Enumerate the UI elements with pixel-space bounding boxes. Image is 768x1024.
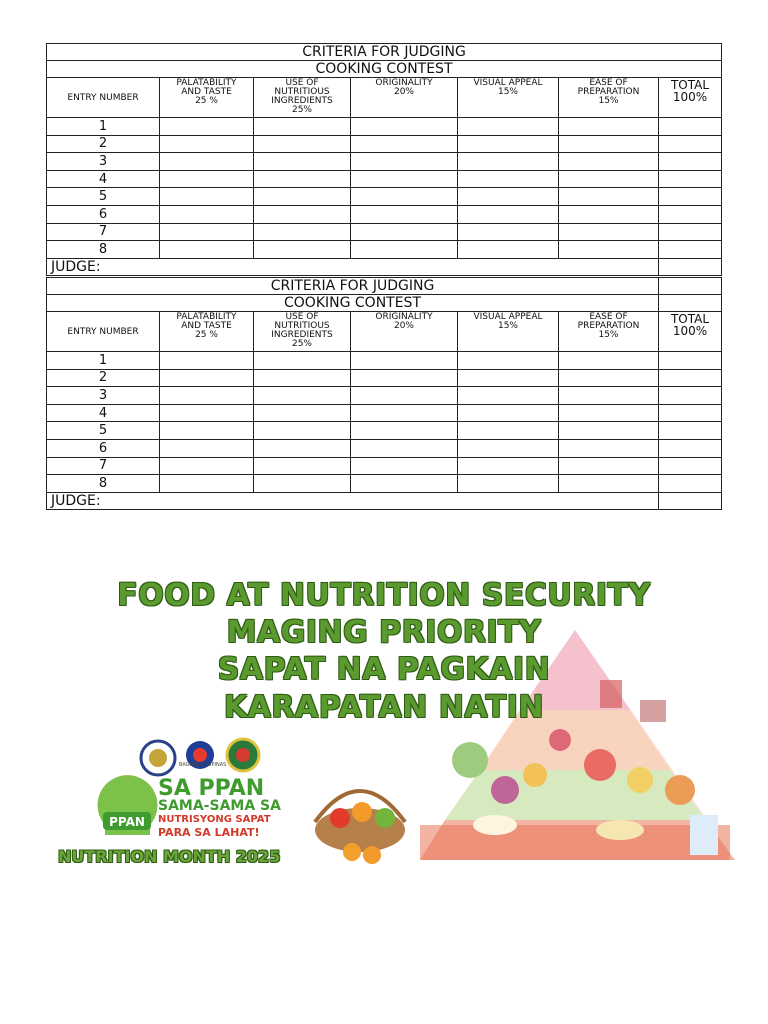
table-row: [47, 241, 722, 259]
form-subtitle: COOKING CONTEST: [47, 61, 722, 78]
score-cell[interactable]: [254, 223, 351, 241]
score-cell[interactable]: [351, 205, 458, 223]
entry-number: 4: [47, 404, 160, 422]
header-nutritious-ingredients: USE OF NUTRITIOUS INGREDIENTS 25%: [254, 78, 351, 118]
score-cell[interactable]: [254, 475, 351, 493]
entry-number: 2: [47, 135, 160, 153]
headline-line-2: MAGING PRIORITY: [226, 615, 542, 650]
score-cell[interactable]: [559, 439, 659, 457]
score-cell[interactable]: [458, 241, 559, 259]
score-cell[interactable]: [458, 352, 559, 370]
ppan-slogan-3: PARA SA LAHAT!: [158, 826, 260, 839]
score-cell[interactable]: [458, 205, 559, 223]
score-cell[interactable]: [659, 404, 722, 422]
score-cell[interactable]: [254, 387, 351, 405]
score-cell[interactable]: [659, 188, 722, 206]
score-cell[interactable]: [351, 352, 458, 370]
header-nutritious-ingredients: USE OF NUTRITIOUS INGREDIENTS 25%: [254, 312, 351, 352]
table-row: [47, 170, 722, 188]
score-cell[interactable]: [351, 118, 458, 136]
score-cell[interactable]: [458, 422, 559, 440]
score-cell[interactable]: [458, 475, 559, 493]
score-cell[interactable]: [160, 404, 254, 422]
table-row: [47, 352, 722, 370]
entry-number: 3: [47, 387, 160, 405]
score-cell[interactable]: [559, 118, 659, 136]
score-cell[interactable]: [160, 153, 254, 171]
score-cell[interactable]: [160, 352, 254, 370]
table-row: [47, 118, 722, 136]
score-cell[interactable]: [254, 241, 351, 259]
score-cell[interactable]: [559, 153, 659, 171]
score-cell[interactable]: [659, 223, 722, 241]
score-cell[interactable]: [254, 352, 351, 370]
score-cell[interactable]: [351, 422, 458, 440]
score-cell[interactable]: [458, 118, 559, 136]
entry-number: 7: [47, 457, 160, 475]
score-cell[interactable]: [559, 205, 659, 223]
header-entry-number: ENTRY NUMBER: [47, 312, 160, 352]
header-visual-appeal: VISUAL APPEAL 15%: [458, 312, 559, 352]
table-row: [47, 457, 722, 475]
score-cell[interactable]: [559, 188, 659, 206]
headline-line-1: FOOD AT NUTRITION SECURITY: [117, 578, 651, 613]
table-row: [47, 404, 722, 422]
score-cell[interactable]: [254, 188, 351, 206]
score-cell[interactable]: [351, 457, 458, 475]
score-cell[interactable]: [659, 422, 722, 440]
entry-number: 5: [47, 188, 160, 206]
score-cell[interactable]: [659, 153, 722, 171]
header-total: TOTAL 100%: [659, 78, 722, 118]
score-cell[interactable]: [254, 369, 351, 387]
entry-number: 1: [47, 352, 160, 370]
form-title: CRITERIA FOR JUDGING: [47, 44, 722, 61]
score-cell[interactable]: [351, 170, 458, 188]
table-row: [47, 422, 722, 440]
score-cell[interactable]: [559, 475, 659, 493]
score-cell[interactable]: [458, 170, 559, 188]
score-cell[interactable]: [659, 135, 722, 153]
score-cell[interactable]: [559, 135, 659, 153]
judge-label: JUDGE:: [47, 492, 659, 509]
score-cell[interactable]: [659, 352, 722, 370]
score-cell[interactable]: [559, 387, 659, 405]
score-cell[interactable]: [559, 404, 659, 422]
title-side-cell: [659, 278, 722, 295]
table-row: [47, 153, 722, 171]
nutrition-month-label: NUTRITION MONTH 2025: [58, 847, 281, 866]
table-row: [47, 135, 722, 153]
score-cell[interactable]: [254, 170, 351, 188]
score-cell[interactable]: [160, 369, 254, 387]
judge-total-cell[interactable]: [659, 258, 722, 275]
score-cell[interactable]: [254, 135, 351, 153]
header-total: TOTAL 100%: [659, 312, 722, 352]
score-cell[interactable]: [559, 422, 659, 440]
score-cell[interactable]: [659, 387, 722, 405]
score-cell[interactable]: [659, 439, 722, 457]
subtitle-side-cell: [659, 295, 722, 312]
score-cell[interactable]: [160, 439, 254, 457]
score-cell[interactable]: [458, 153, 559, 171]
score-cell[interactable]: [351, 241, 458, 259]
entry-number: 1: [47, 118, 160, 136]
score-cell[interactable]: [254, 118, 351, 136]
header-entry-number: ENTRY NUMBER: [47, 78, 160, 118]
entry-number: 8: [47, 475, 160, 493]
score-cell[interactable]: [254, 404, 351, 422]
header-ease-of-preparation: EASE OF PREPARATION 15%: [559, 312, 659, 352]
score-cell[interactable]: [160, 118, 254, 136]
score-cell[interactable]: [659, 457, 722, 475]
score-cell[interactable]: [458, 387, 559, 405]
score-cell[interactable]: [160, 241, 254, 259]
entry-number: 8: [47, 241, 160, 259]
score-cell[interactable]: [659, 205, 722, 223]
score-cell[interactable]: [659, 118, 722, 136]
ppan-title: SA PPAN: [158, 776, 265, 801]
headline-line-3: SAPAT NA PAGKAIN: [217, 652, 551, 687]
header-originality: ORIGINALITY 20%: [351, 78, 458, 118]
score-cell[interactable]: [351, 153, 458, 171]
score-cell[interactable]: [160, 170, 254, 188]
seal-caption: BAGONG PILIPINAS: [179, 762, 227, 768]
score-cell[interactable]: [559, 369, 659, 387]
score-cell[interactable]: [559, 170, 659, 188]
header-palatability: PALATABILITY AND TASTE 25 %: [160, 78, 254, 118]
score-cell[interactable]: [458, 369, 559, 387]
score-cell[interactable]: [351, 223, 458, 241]
score-cell[interactable]: [659, 170, 722, 188]
score-cell[interactable]: [160, 205, 254, 223]
score-cell[interactable]: [559, 457, 659, 475]
score-cell[interactable]: [160, 387, 254, 405]
score-cell[interactable]: [160, 223, 254, 241]
score-cell[interactable]: [351, 439, 458, 457]
score-cell[interactable]: [160, 475, 254, 493]
form-subtitle: COOKING CONTEST: [47, 295, 659, 312]
judge-total-cell[interactable]: [659, 492, 722, 509]
svg-text:PPAN: PPAN: [109, 815, 145, 829]
ppan-slogan-2: NUTRISYONG SAPAT: [158, 814, 271, 825]
score-cell[interactable]: [559, 241, 659, 259]
header-visual-appeal: VISUAL APPEAL 15%: [458, 78, 559, 118]
ppan-slogan-1: SAMA-SAMA SA: [158, 798, 281, 814]
table-row: [47, 387, 722, 405]
score-cell[interactable]: [351, 369, 458, 387]
header-ease-of-preparation: EASE OF PREPARATION 15%: [559, 78, 659, 118]
score-cell[interactable]: [254, 457, 351, 475]
score-cell[interactable]: [351, 135, 458, 153]
table-row: [47, 439, 722, 457]
score-cell[interactable]: [254, 439, 351, 457]
judging-form-1: [46, 43, 722, 276]
table-row: [47, 188, 722, 206]
score-cell[interactable]: [659, 369, 722, 387]
score-cell[interactable]: [254, 205, 351, 223]
score-cell[interactable]: [160, 457, 254, 475]
entry-number: 6: [47, 439, 160, 457]
score-cell[interactable]: [458, 439, 559, 457]
table-row: [47, 205, 722, 223]
table-row: [47, 223, 722, 241]
header-originality: ORIGINALITY 20%: [351, 312, 458, 352]
score-cell[interactable]: [351, 475, 458, 493]
score-cell[interactable]: [351, 188, 458, 206]
table-row: [47, 369, 722, 387]
score-cell[interactable]: [458, 404, 559, 422]
score-cell[interactable]: [559, 223, 659, 241]
form-title: CRITERIA FOR JUDGING: [47, 278, 659, 295]
entry-number: 6: [47, 205, 160, 223]
score-cell[interactable]: [351, 404, 458, 422]
header-palatability: PALATABILITY AND TASTE 25 %: [160, 312, 254, 352]
headline-line-4: KARAPATAN NATIN: [223, 690, 545, 725]
score-cell[interactable]: [254, 153, 351, 171]
entry-number: 7: [47, 223, 160, 241]
score-cell[interactable]: [659, 475, 722, 493]
table-row: [47, 475, 722, 493]
score-cell[interactable]: [160, 422, 254, 440]
entry-number: 2: [47, 369, 160, 387]
score-cell[interactable]: [351, 387, 458, 405]
score-cell[interactable]: [659, 241, 722, 259]
judge-label: JUDGE:: [47, 258, 659, 275]
entry-number: 5: [47, 422, 160, 440]
score-cell[interactable]: [458, 188, 559, 206]
judging-form-2: [46, 277, 722, 510]
score-cell[interactable]: [254, 422, 351, 440]
entry-number: 4: [47, 170, 160, 188]
score-cell[interactable]: [458, 223, 559, 241]
score-cell[interactable]: [160, 188, 254, 206]
score-cell[interactable]: [458, 457, 559, 475]
score-cell[interactable]: [559, 352, 659, 370]
score-cell[interactable]: [458, 135, 559, 153]
entry-number: 3: [47, 153, 160, 171]
score-cell[interactable]: [160, 135, 254, 153]
